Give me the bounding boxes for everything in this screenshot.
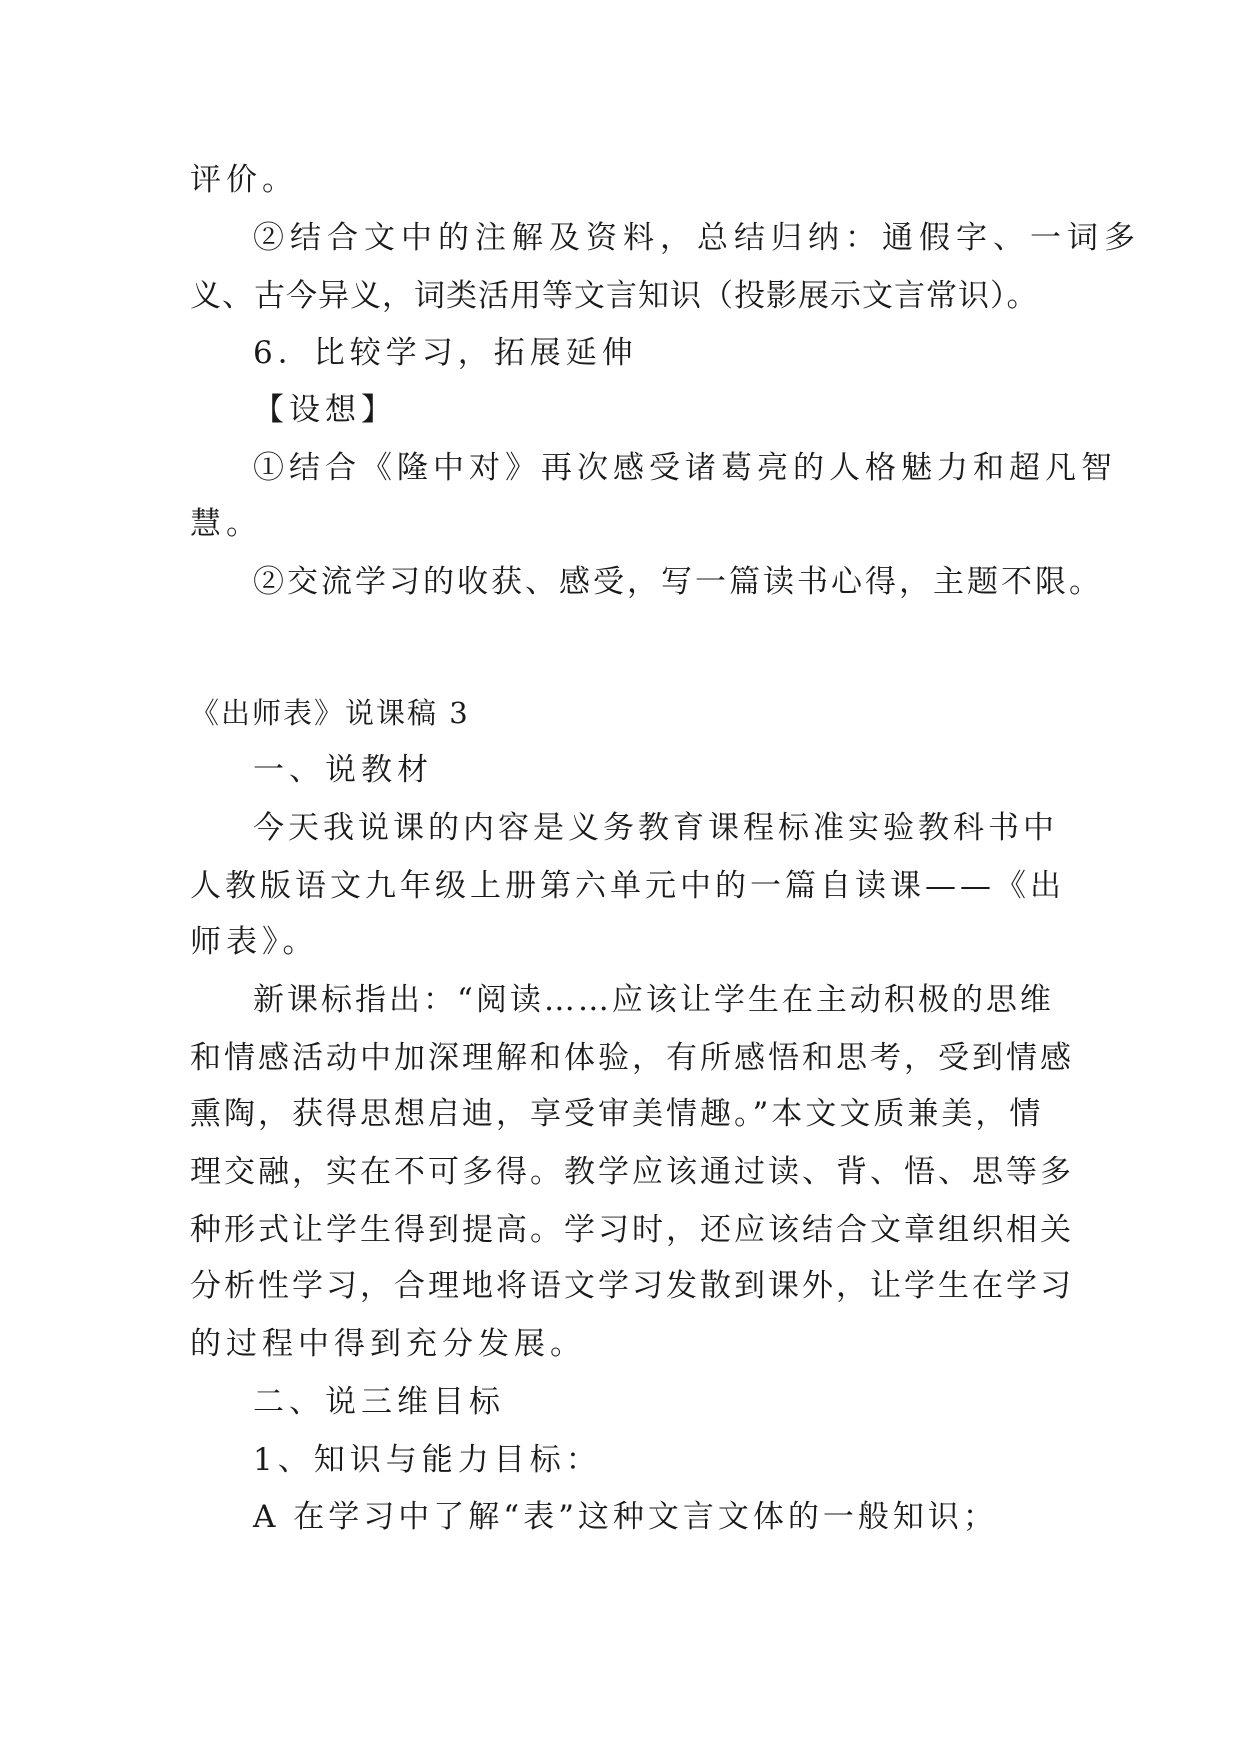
text-line: 义、古今异义，词类活用等文言知识（投影展示文言常识）。 [190, 278, 1039, 314]
text-line: 二、说三维目标 [253, 1384, 505, 1420]
text-line: ①结合《隆中对》再次感受诸葛亮的人格魅力和超凡智 [253, 450, 1117, 486]
text-line: ②交流学习的收获、感受，写一篇读书心得，主题不限。 [253, 564, 1103, 600]
text-line: 种形式让学生得到提高。学习时，还应该结合文章组织相关 [190, 1212, 1074, 1248]
text-line: A 在学习中了解“表”这种文言文体的一般知识； [253, 1499, 998, 1535]
text-line: 1、知识与能力目标： [253, 1442, 602, 1478]
text-line: 和情感活动中加深理解和体验，有所感悟和思考，受到情感 [190, 1040, 1074, 1076]
text-line: 人教版语文九年级上册第六单元中的一篇自读课——《出 [190, 868, 1065, 904]
text-line: 今天我说课的内容是义务教育课程标准实验教科书中 [253, 810, 1058, 846]
section-title: 《出师表》说课稿 3 [190, 696, 470, 730]
text-line: ②结合文中的注解及资料，总结归纳：通假字、一词多 [253, 220, 1141, 256]
text-line: 评价。 [190, 162, 298, 198]
text-line: 慧。 [190, 506, 262, 542]
text-line: 熏陶，获得思想启迪，享受审美情趣。”本文文质兼美，情 [190, 1096, 1044, 1132]
text-line: 【设想】 [253, 392, 397, 428]
text-line: 分析性学习，合理地将语文学习发散到课外，让学生在学习 [190, 1268, 1074, 1304]
text-line: 6．比较学习，拓展延伸 [253, 335, 638, 371]
text-line: 一、说教材 [253, 752, 433, 788]
text-line: 师表》。 [190, 924, 319, 960]
text-line: 新课标指出：“阅读……应该让学生在主动积极的思维 [253, 982, 1054, 1018]
text-line: 的过程中得到充分发展。 [190, 1326, 586, 1362]
text-line: 理交融，实在不可多得。教学应该通过读、背、悟、思等多 [190, 1154, 1074, 1190]
